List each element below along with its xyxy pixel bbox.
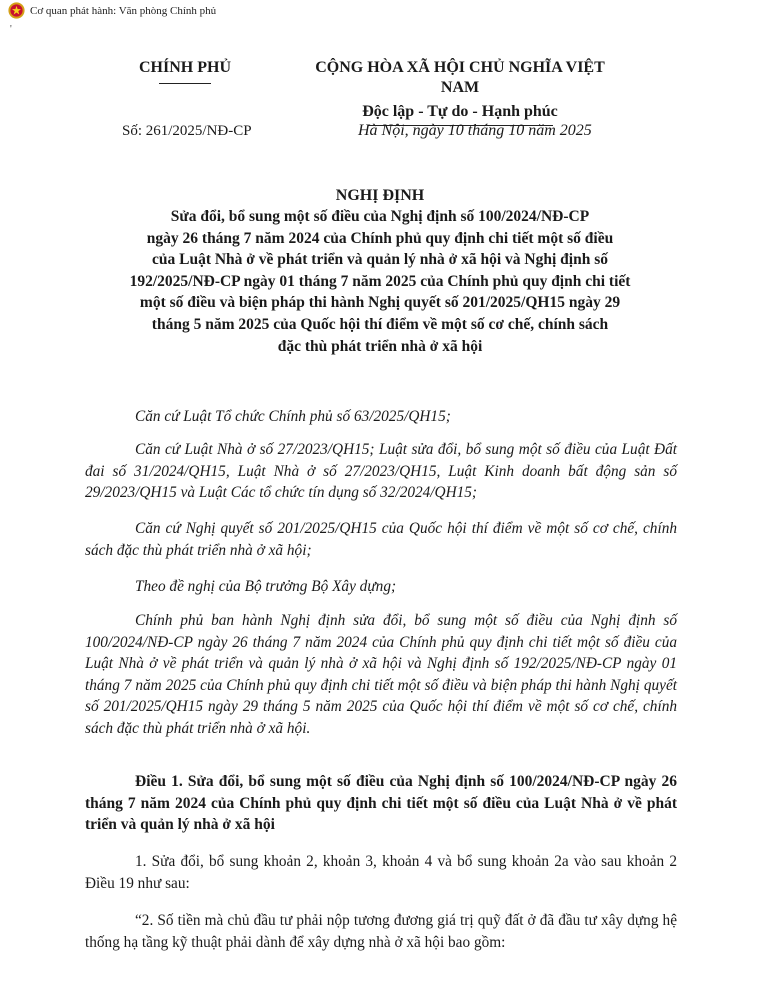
agency-block [120, 58, 250, 84]
national-header [300, 58, 620, 126]
article-heading-text: Điều 1. Sửa đổi, bổ sung một số điều của Nghị định số 100/2024/NĐ-CP ngày 26 tháng 7 năm 2024 của Chính phủ quy định chi tiết một số điều của Luật Nhà ở về phát triển và quản lý nhà ở xã hội [85, 773, 677, 833]
subtitle-line: một số điều và biện pháp thi hành Nghị quyết số 201/2025/QH15 ngày 29 [139, 294, 621, 312]
proposal-basis [85, 576, 677, 598]
basis-paragraph: Theo đề nghị của Bộ trưởng Bộ Xây dựng; [135, 578, 397, 595]
issuing-agency: CHÍNH PHỦ [139, 59, 231, 76]
publisher-label: Cơ quan phát hành: Văn phòng Chính phủ [30, 4, 217, 17]
basis-paragraph: Chính phủ ban hành Nghị định sửa đổi, bổ sung một số điều của Nghị định số 100/2024/NĐ-CP ngày 26 tháng 7 năm 2024 của Chính phủ quy định chi tiết một số điều của Luật Nhà ở về phát triển và quản lý nhà ở xã hội và Nghị định số 192/2025/NĐ-CP ngày 01 tháng 7 năm 2025 của Chính phủ quy định chi tiết một số điều và biện pháp thi hành Nghị quyết số 201/2025/QH15 ngày 29 tháng 5 năm 2025 của Quốc hội thí điểm về một số cơ chế, chính sách đặc thù phát triển nhà ở xã hội. [85, 612, 677, 737]
legal-basis-2 [85, 439, 677, 504]
subtitle-line: 192/2025/NĐ-CP ngày 01 tháng 7 năm 2025 của Chính phủ quy định chi tiết [129, 272, 631, 290]
subtitle-line: đặc thù phát triển nhà ở xã hội [277, 337, 483, 355]
national-emblem-icon [8, 2, 25, 19]
document-title [90, 185, 670, 357]
basis-paragraph: Căn cứ Nghị quyết số 201/2025/QH15 của Quốc hội thí điểm về một số cơ chế, chính sách đặc thù phát triển nhà ở xã hội; [85, 520, 677, 559]
clause-1 [85, 851, 677, 894]
publisher-bar [8, 2, 216, 19]
subtitle-line: tháng 5 năm 2025 của Quốc hội thí điểm về một số cơ chế, chính sách [151, 315, 609, 333]
quoted-text: “2. Số tiền mà chủ đầu tư phải nộp tương đương giá trị quỹ đất ở đã đầu tư xây dựng hệ thống hạ tầng kỹ thuật phải dành để xây dựng nhà ở xã hội bao gồm: [85, 912, 677, 951]
stray-mark: ' [10, 24, 12, 35]
document-number: Số: 261/2025/NĐ-CP [122, 123, 252, 139]
basis-paragraph: Căn cứ Luật Nhà ở số 27/2023/QH15; Luật sửa đổi, bổ sung một số điều của Luật Đất đai số 31/2024/QH15, Luật Nhà ở số 27/2023/QH15, Luật Kinh doanh bất động sản số 29/2023/QH15 và Luật Các tổ chức tín dụng số 32/2024/QH15; [85, 441, 677, 501]
document-type: NGHỊ ĐỊNH [335, 187, 425, 204]
legal-basis-3 [85, 518, 677, 561]
promulgation-clause [85, 610, 677, 739]
legal-basis-1 [85, 406, 677, 428]
place-and-date: Hà Nội, ngày 10 tháng 10 năm 2025 [358, 122, 592, 139]
clause-text: 1. Sửa đổi, bổ sung khoản 2, khoản 3, khoản 4 và bổ sung khoản 2a vào sau khoản 2 Điều 19 như sau: [85, 853, 677, 892]
subtitle-line: của Luật Nhà ở về phát triển và quản lý nhà ở xã hội và Nghị định số [151, 251, 608, 269]
basis-paragraph: Căn cứ Luật Tổ chức Chính phủ số 63/2025/QH15; [135, 408, 451, 425]
national-motto: Độc lập - Tự do - Hạnh phúc [362, 103, 558, 120]
quoted-clause [85, 910, 677, 953]
article-1-heading [85, 771, 677, 836]
document-subtitle [90, 206, 670, 357]
subtitle-line: ngày 26 tháng 7 năm 2024 của Chính phủ quy định chi tiết một số điều [146, 229, 614, 247]
subtitle-line: Sửa đổi, bổ sung một số điều của Nghị định số 100/2024/NĐ-CP [170, 208, 590, 225]
agency-underline [159, 83, 211, 84]
nation-name: CỘNG HÒA XÃ HỘI CHỦ NGHĨA VIỆT NAM [315, 59, 605, 96]
